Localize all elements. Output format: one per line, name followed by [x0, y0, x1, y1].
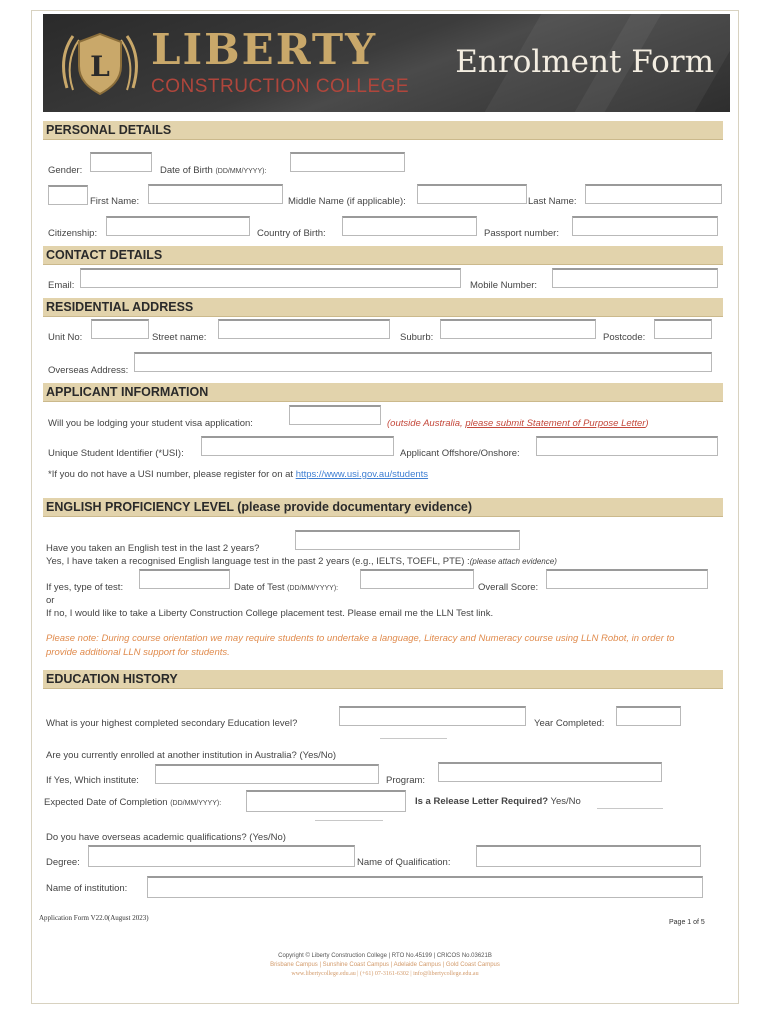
lln-note-line-2: provide additional LLN support for students.	[46, 647, 230, 658]
last-name-label: Last Name:	[528, 196, 577, 207]
middle-name-label: Middle Name (if applicable):	[288, 196, 406, 207]
page-number: Page 1 of 5	[669, 919, 705, 926]
country-birth-label: Country of Birth:	[257, 228, 326, 239]
form-version: Application Form V22.0(August 2023)	[39, 914, 149, 922]
year-completed-field[interactable]	[616, 706, 681, 726]
postcode-field[interactable]	[654, 319, 712, 339]
institution-name-field[interactable]	[147, 876, 703, 898]
offshore-label: Applicant Offshore/Onshore:	[400, 448, 520, 459]
email-label: Email:	[48, 280, 75, 291]
usi-note: *If you do not have a USI number, please register for on at https://www.usi.gov.au/students	[48, 469, 429, 480]
unit-field[interactable]	[91, 319, 149, 339]
lodging-label: Will you be lodging your student visa application:	[48, 418, 253, 429]
overseas-qualifications-label: Do you have overseas academic qualifications? (Yes/No)	[46, 832, 286, 843]
highest-education-label: What is your highest completed secondary Education level?	[46, 718, 298, 729]
first-name-label: First Name:	[90, 196, 140, 207]
last-name-field[interactable]	[585, 184, 722, 204]
copyright-line: Copyright © Liberty Construction College | RTO No.45199 | CRICOS No.03621B	[278, 953, 492, 959]
section-applicant-information: APPLICANT INFORMATION	[43, 383, 723, 402]
crest-logo-icon	[59, 28, 141, 100]
overall-score-label: Overall Score:	[478, 582, 539, 593]
section-english-proficiency: ENGLISH PROFICIENCY LEVEL (please provide documentary evidence)	[43, 498, 723, 517]
postcode-label: Postcode:	[603, 332, 646, 343]
citizenship-label: Citizenship:	[48, 228, 98, 239]
mobile-label: Mobile Number:	[470, 280, 538, 291]
first-name-field[interactable]	[148, 184, 283, 204]
passport-label: Passport number:	[484, 228, 559, 239]
brand-name: LIBERTY	[151, 25, 378, 74]
statement-of-purpose-link[interactable]: please submit Statement of Purpose Letter	[465, 418, 646, 429]
usi-field[interactable]	[201, 436, 394, 456]
mobile-field[interactable]	[552, 268, 718, 288]
currently-enrolled-label: Are you currently enrolled at another institution in Australia? (Yes/No)	[46, 750, 337, 761]
unit-label: Unit No:	[48, 332, 83, 343]
year-completed-label: Year Completed:	[534, 718, 605, 729]
citizenship-field[interactable]	[106, 216, 250, 236]
section-education-history: EDUCATION HISTORY	[43, 670, 723, 689]
highest-education-field[interactable]	[339, 706, 526, 726]
suburb-label: Suburb:	[400, 332, 434, 343]
program-field[interactable]	[438, 762, 662, 782]
title-field[interactable]	[48, 185, 88, 205]
overseas-address-field[interactable]	[134, 352, 712, 372]
test-type-label: If yes, type of test:	[46, 582, 124, 593]
passport-field[interactable]	[572, 216, 718, 236]
test-date-label: Date of Test (DD/MM/YYYY):	[234, 582, 339, 593]
gender-field[interactable]	[90, 152, 152, 172]
gender-label: Gender:	[48, 165, 83, 176]
crest-letter: L	[90, 50, 110, 83]
english-test-question: Have you taken an English test in the last 2 years?	[46, 543, 260, 554]
contact-line: www.libertycollege.edu.au | (+61) 07-3161-6302 | info@libertycollege.edu.au	[291, 971, 479, 977]
placement-test-option: If no, I would like to take a Liberty Construction College placement test. Please email me the LLN Test link.	[46, 608, 494, 619]
lln-note-line-1: Please note: During course orientation we may require students to undertake a language, Literacy and Numeracy course using LLN Robot, in order to	[46, 633, 675, 644]
usi-label: Unique Student Identifier (*USI):	[48, 448, 184, 459]
brand-subtitle: CONSTRUCTION COLLEGE	[151, 76, 410, 97]
english-test-yes-statement: Yes, I have taken a recognised English language test in the past 2 years (e.g., IELTS, TOEFL, PTE) :(please attach evidence)	[46, 556, 557, 567]
test-date-field[interactable]	[360, 569, 474, 589]
dob-label: Date of Birth (DD/MM/YYYY):	[160, 165, 267, 176]
test-type-field[interactable]	[139, 569, 230, 589]
overall-score-field[interactable]	[546, 569, 708, 589]
currently-enrolled-field[interactable]	[380, 738, 447, 739]
email-field[interactable]	[80, 268, 461, 288]
campuses-line: Brisbane Campus | Sunshine Coast Campus | Adelaide Campus | Gold Coast Campus	[270, 962, 500, 968]
english-test-answer-field[interactable]	[295, 530, 520, 550]
or-text: or	[46, 595, 55, 606]
release-letter-label: Is a Release Letter Required? Yes/No	[415, 796, 581, 807]
country-birth-field[interactable]	[342, 216, 477, 236]
outside-australia-note: (outside Australia, please submit Statement of Purpose Letter)	[387, 418, 649, 429]
header-banner	[43, 14, 730, 112]
street-field[interactable]	[218, 319, 390, 339]
overseas-address-label: Overseas Address:	[48, 365, 129, 376]
offshore-field[interactable]	[536, 436, 718, 456]
divider-line	[315, 820, 383, 821]
degree-label: Degree:	[46, 857, 80, 868]
expected-completion-label: Expected Date of Completion (DD/MM/YYYY):	[44, 797, 222, 808]
expected-completion-field[interactable]	[246, 790, 406, 812]
section-contact-details: CONTACT DETAILS	[43, 246, 723, 265]
form-title: Enrolment Form	[455, 44, 714, 80]
degree-field[interactable]	[88, 845, 355, 867]
qualification-name-field[interactable]	[476, 845, 701, 867]
institution-name-label: Name of institution:	[46, 883, 128, 894]
which-institute-label: If Yes, Which institute:	[46, 775, 139, 786]
which-institute-field[interactable]	[155, 764, 379, 784]
street-label: Street name:	[152, 332, 207, 343]
dob-field[interactable]	[290, 152, 405, 172]
lodging-field[interactable]	[289, 405, 381, 425]
program-label: Program:	[386, 775, 426, 786]
section-personal-details: PERSONAL DETAILS	[43, 121, 723, 140]
usi-register-link[interactable]: https://www.usi.gov.au/students	[295, 469, 429, 480]
release-letter-field[interactable]	[597, 808, 663, 809]
suburb-field[interactable]	[440, 319, 596, 339]
middle-name-field[interactable]	[417, 184, 527, 204]
qualification-name-label: Name of Qualification:	[357, 857, 451, 868]
section-residential-address: RESIDENTIAL ADDRESS	[43, 298, 723, 317]
